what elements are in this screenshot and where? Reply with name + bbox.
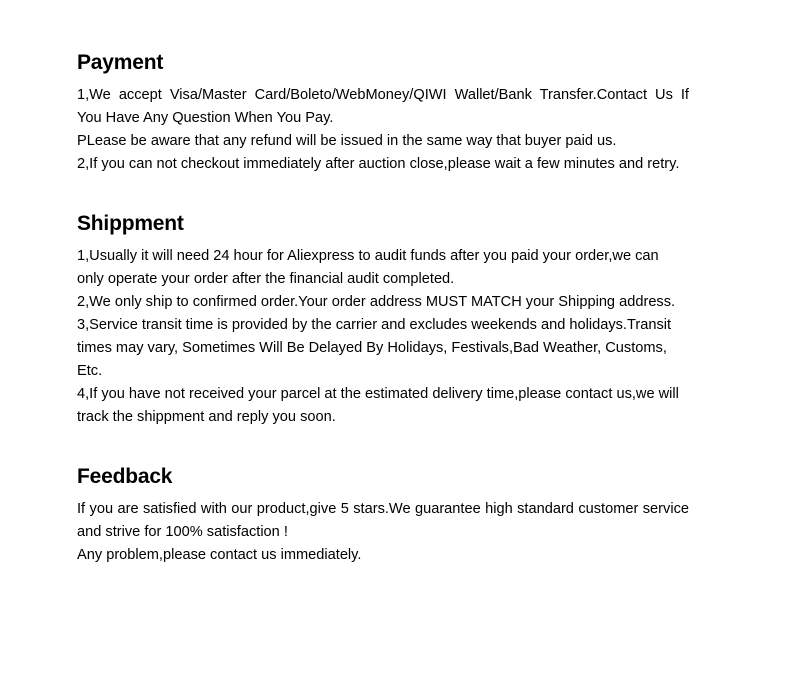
payment-heading: Payment xyxy=(77,51,164,74)
shippment-paragraph-1: 1,Usually it will need 24 hour for Aliexpress to audit funds after you paid your order,we can only operate your order after the financial audit completed. xyxy=(77,248,659,287)
policy-content xyxy=(77,48,689,567)
shippment-heading: Shippment xyxy=(77,212,184,235)
feedback-section xyxy=(77,462,689,567)
shippment-paragraph-4: 4,If you have not received your parcel at the estimated delivery time,please contact us,we will track the shippment and reply you soon. xyxy=(77,386,679,425)
shippment-paragraph-2: 2,We only ship to confirmed order.Your order address MUST MATCH your Shipping address. xyxy=(77,294,676,310)
shippment-section xyxy=(77,209,689,429)
shippment-paragraph-3: 3,Service transit time is provided by the carrier and excludes weekends and holidays.Transit times may vary, Sometimes Will Be Delayed By Holidays, Festivals,Bad Weather, Customs, Etc. xyxy=(77,317,672,379)
feedback-paragraph-2: Any problem,please contact us immediately. xyxy=(77,547,362,563)
feedback-heading: Feedback xyxy=(77,465,173,488)
feedback-paragraph-1: If you are satisfied with our product,give 5 stars.We guarantee high standard customer service and strive for 100% satisfaction ! xyxy=(77,501,689,540)
payment-paragraph-2: PLease be aware that any refund will be issued in the same way that buyer paid us. xyxy=(77,133,617,149)
payment-paragraph-1: 1,We accept Visa/Master Card/Boleto/WebMoney/QIWI Wallet/Bank Transfer.Contact Us If You Have Any Question When You Pay. xyxy=(77,87,689,126)
payment-section xyxy=(77,48,689,176)
payment-paragraph-3: 2,If you can not checkout immediately after auction close,please wait a few minutes and retry. xyxy=(77,156,680,172)
